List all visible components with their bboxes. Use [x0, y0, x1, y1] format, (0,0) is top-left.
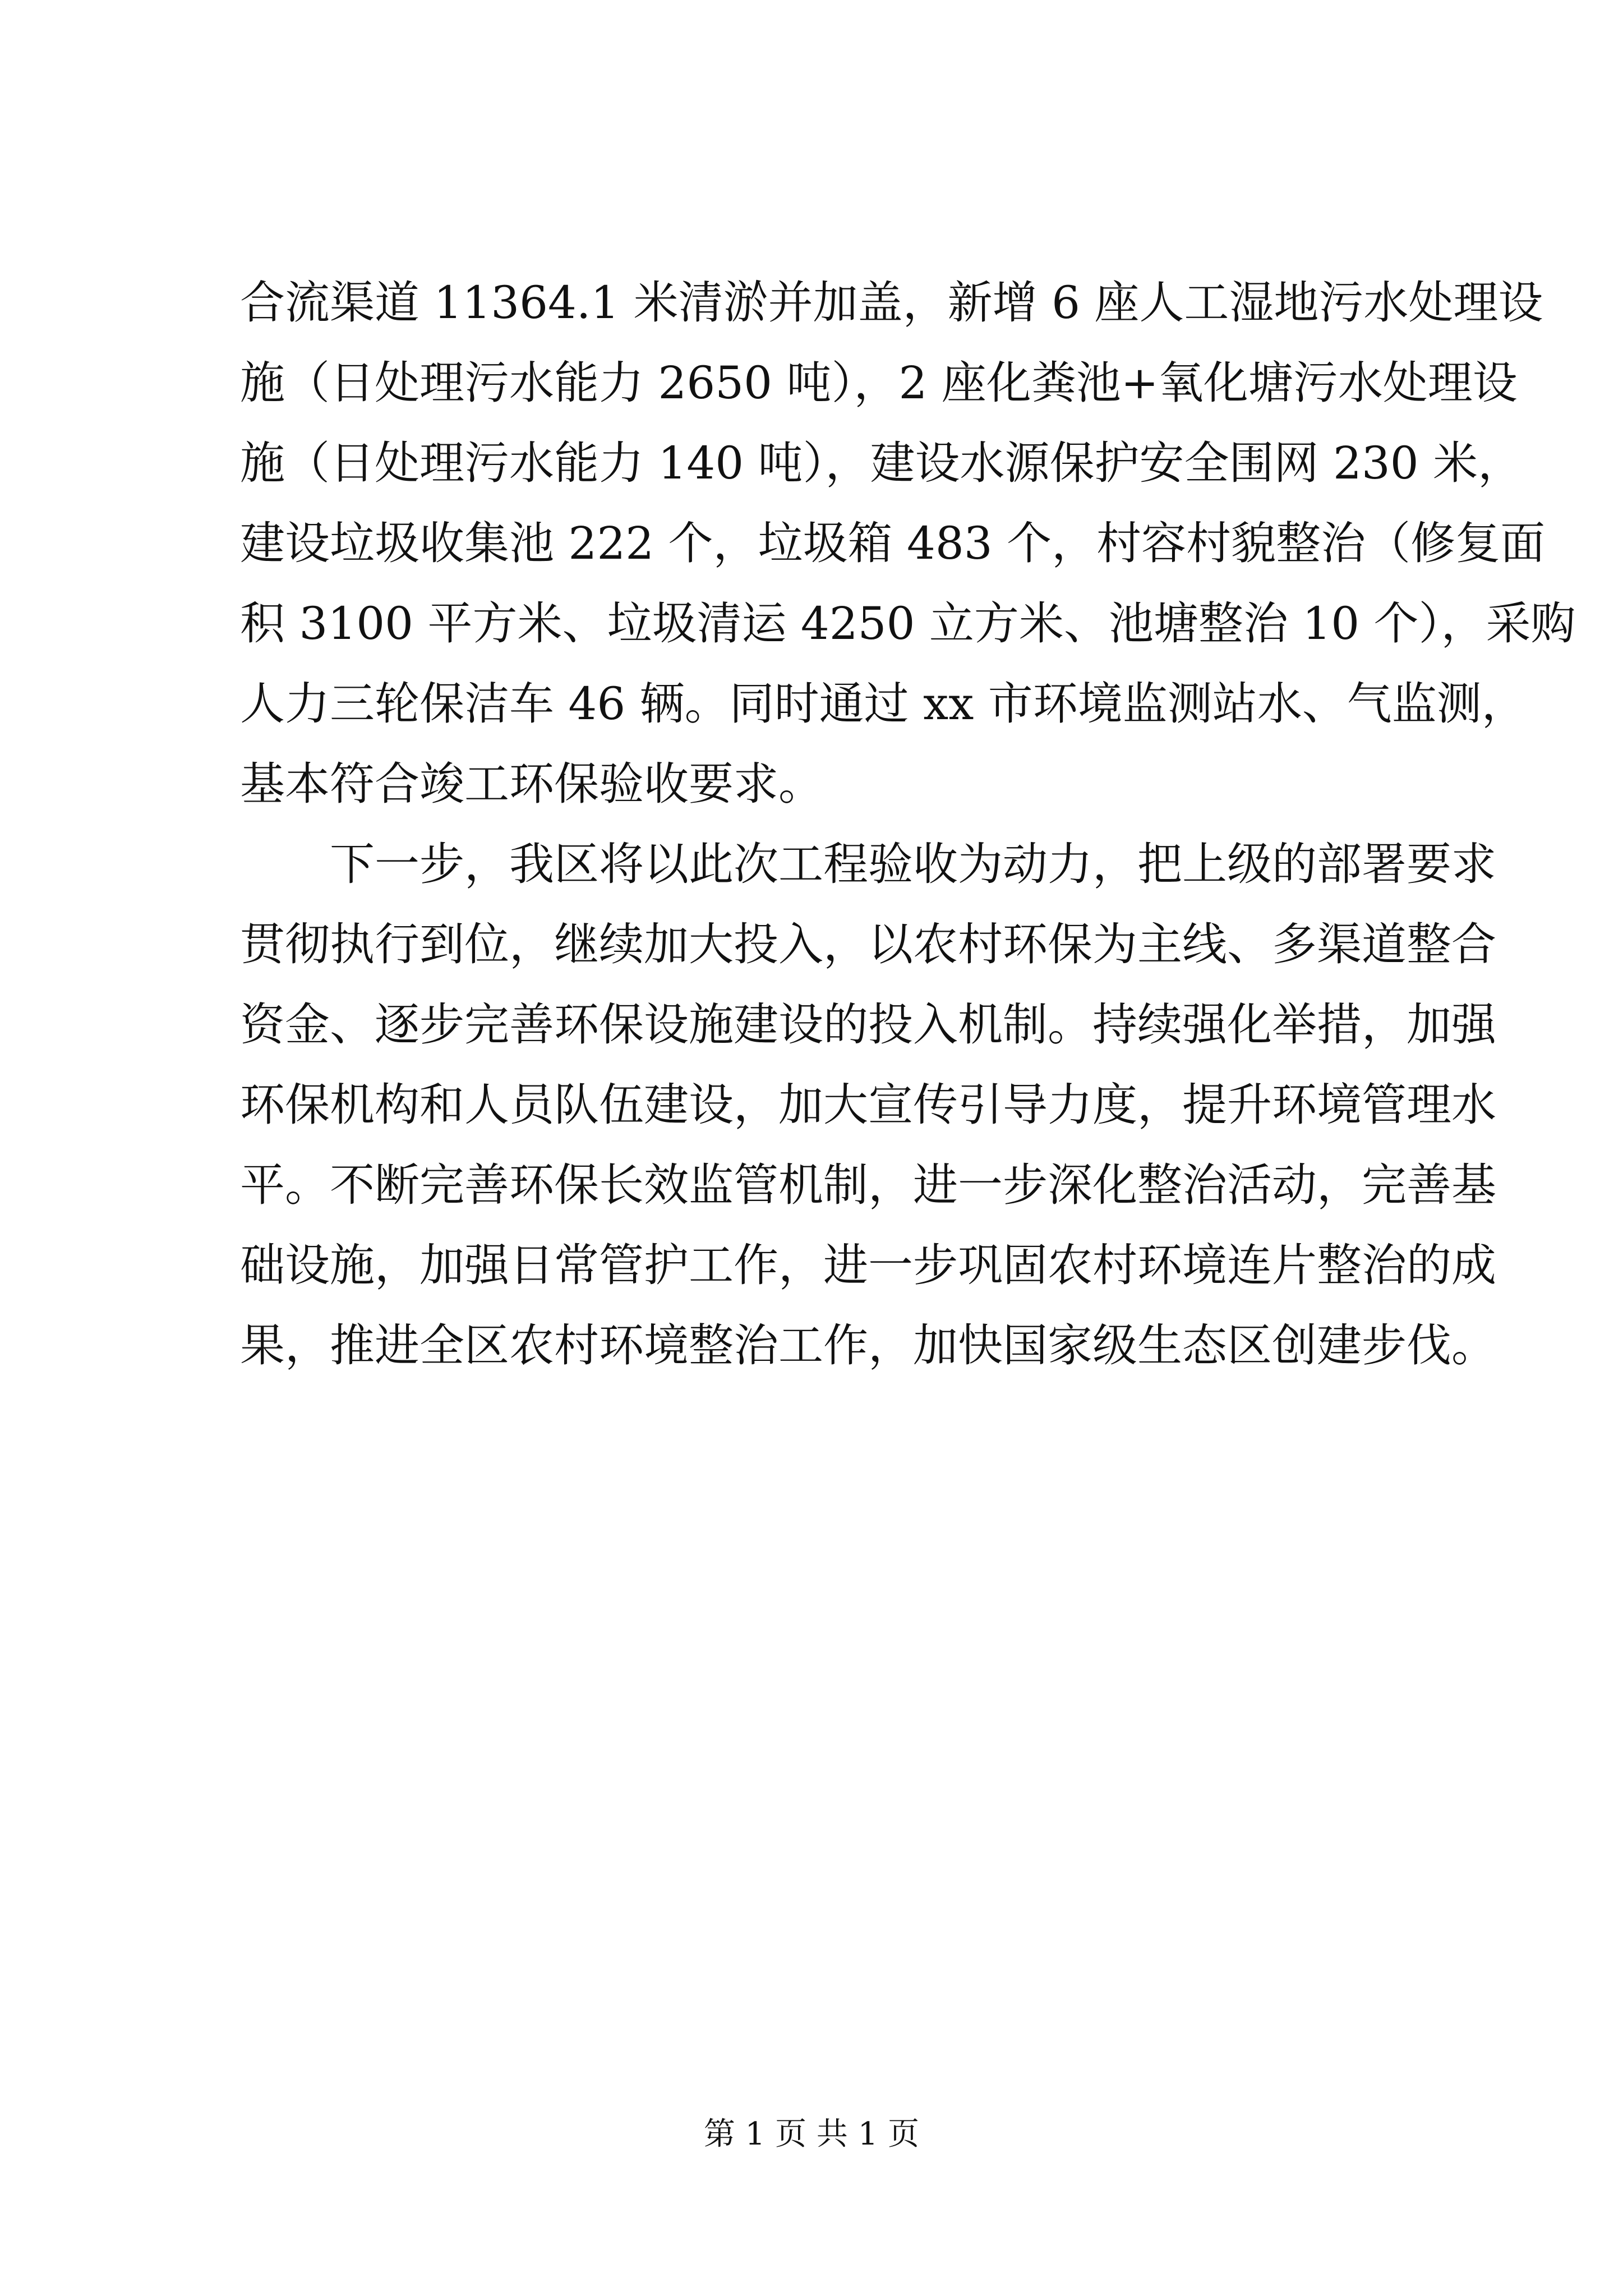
- text-line: 施（日处理污水能力 140 吨），建设水源保护安全围网 230 米，: [240, 437, 1523, 489]
- text-line: 下一步，我区将以此次工程验收为动力，把上级的部署要求: [330, 838, 1496, 890]
- text-line: 资金、逐步完善环保设施建设的投入机制。持续强化举措，加强: [240, 999, 1496, 1051]
- text-line: 平。不断完善环保长效监管机制，进一步深化整治活动，完善基: [240, 1159, 1496, 1211]
- text-line: 果，推进全区农村环境整治工作，加快国家级生态区创建步伐。: [240, 1319, 1496, 1372]
- paragraph-1: [240, 263, 1576, 824]
- text-line: 人力三轮保洁车 46 辆。同时通过 xx 市环境监测站水、气监测，: [240, 678, 1527, 730]
- text-line: 积 3100 平方米、垃圾清运 4250 立方米、池塘整治 10 个），采购: [240, 597, 1576, 650]
- document-body: [240, 263, 1576, 1386]
- page-number-footer: 第 1 页 共 1 页: [703, 2116, 920, 2152]
- text-line: 基本符合竣工环保验收要求。: [240, 758, 823, 810]
- text-line: 环保机构和人员队伍建设，加大宣传引导力度，提升环境管理水: [240, 1079, 1496, 1131]
- text-line: 础设施，加强日常管护工作，进一步巩固农村环境连片整治的成: [240, 1239, 1496, 1291]
- text-line: 贯彻执行到位，继续加大投入，以农村环保为主线、多渠道整合: [240, 918, 1496, 970]
- text-line: 施（日处理污水能力 2650 吨），2 座化粪池+氧化塘污水处理设: [240, 357, 1518, 409]
- text-line: 合流渠道 11364.1 米清淤并加盖，新增 6 座人工湿地污水处理设: [240, 277, 1543, 329]
- text-line: 建设垃圾收集池 222 个，垃圾箱 483 个，村容村貌整治（修复面: [240, 517, 1546, 569]
- paragraph-2: [240, 824, 1496, 1386]
